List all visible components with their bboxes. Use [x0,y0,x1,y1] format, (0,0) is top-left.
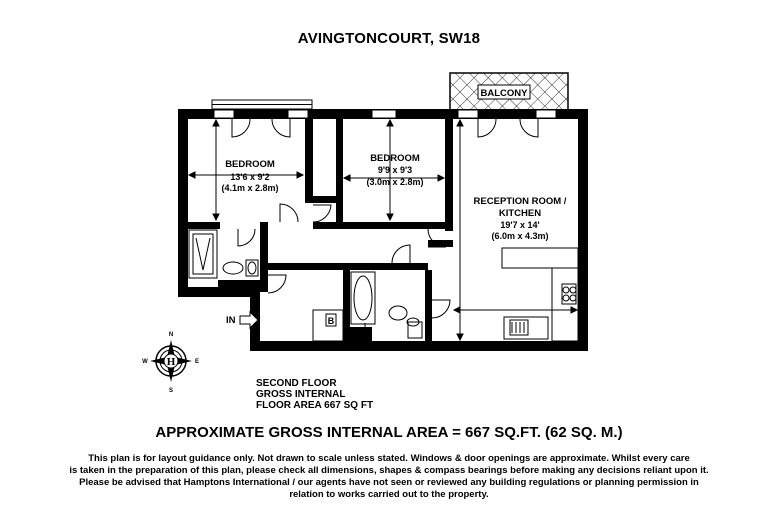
reception-dims-metric: (6.0m x 4.3m) [491,231,549,241]
bedroom2-dims-imperial: 9'9 x 9'3 [377,165,413,175]
floor-info-line1: SECOND FLOOR [256,378,337,389]
bedroom2-dims-metric: (3.0m x 2.8m) [366,177,424,187]
compass-icon [142,332,199,394]
balcony-label: BALCONY [480,88,528,99]
bedroom2-name: BEDROOM [370,153,420,164]
disclaimer-line2: is taken in the preparation of this plan, please check all dimensions, shapes & compass bearings before making any decisions reliant upon it. [69,465,709,476]
plan-title: AVINGTONCOURT, SW18 [297,30,481,47]
floor-info-line3: FLOOR AREA 667 SQ FT [256,400,374,411]
bedroom1-name: BEDROOM [225,159,275,170]
svg-text:E: E [194,359,200,365]
floor-info-line2: GROSS INTERNAL [256,389,346,400]
svg-text:N: N [168,332,174,338]
bedroom1-dims-metric: (4.1m x 2.8m) [221,183,279,193]
floor-info [256,378,373,411]
cupboard-label: B [327,316,335,326]
disclaimer [20,453,758,501]
svg-text:W: W [142,359,148,365]
bath-ensuite [189,230,258,278]
disclaimer-line4: relation to works carried out to the property. [289,489,489,500]
reception-dims-imperial: 19'7 x 14' [500,220,540,230]
area-summary: APPROXIMATE GROSS INTERNAL AREA = 667 SQ.FT. (62 SQ. M.) [155,424,623,441]
reception-name-line2: KITCHEN [498,208,542,219]
outer-walls [178,109,588,351]
reception-name-line1: RECEPTION ROOM / [473,196,567,207]
svg-text:IN: IN [226,315,236,326]
kitchen-units [502,248,578,341]
svg-text:H: H [166,356,176,368]
svg-text:S: S [168,388,174,394]
bedroom1-dims-imperial: 13'6 x 9'2 [230,172,270,182]
disclaimer-line1: This plan is for layout guidance only. Not drawn to scale unless stated. Windows & door openings are approximate. Whilst every care [88,453,690,464]
disclaimer-line3: Please be advised that Hamptons International / our agents have not seen or reviewed any building regulations or planning permission in [79,477,699,488]
